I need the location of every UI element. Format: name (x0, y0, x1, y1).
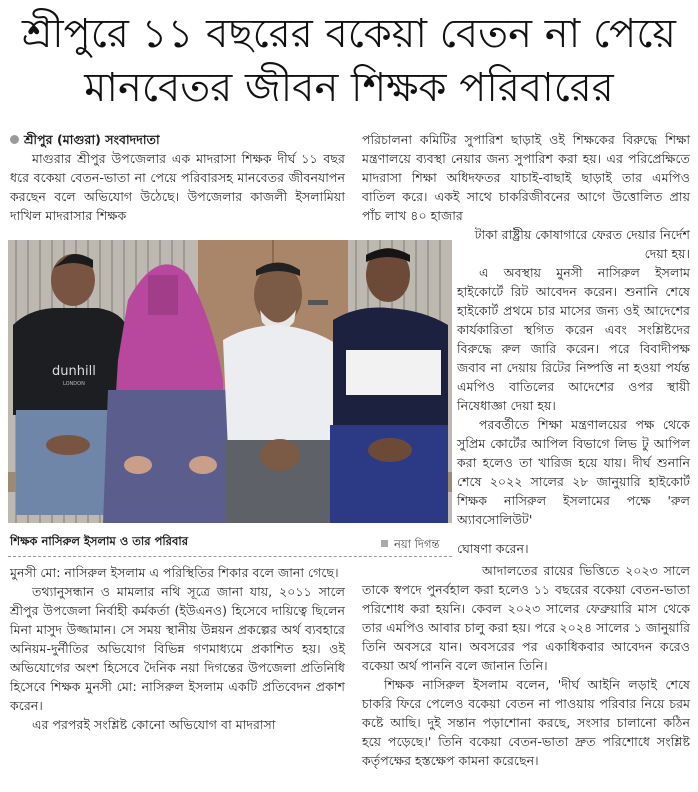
byline (10, 130, 345, 149)
paragraph: পরবর্তীতে শিক্ষা মন্ত্রণালয়ের পক্ষ থেকে সুপ্রিম কোর্টের আপিল বিভাগে লিভ টু আপিল করা হলেও তা খারিজ হয়ে যায়। দীর্ঘ শুনানি শেষে ২০২২ সালের ২৮ জানুয়ারি হাইকোর্ট শিক্ষক নাসিরুল ইসলামের পক্ষে 'রুল অ্যাবসোলিউট' (457, 417, 690, 527)
divider-line (8, 556, 452, 557)
article-column-right-top (362, 130, 690, 225)
square-bullet-icon (381, 540, 388, 547)
svg-text:dunhill: dunhill (52, 364, 96, 379)
photo-caption: শিক্ষক নাসিরুল ইসলাম ও তার পরিবার (10, 534, 189, 548)
paragraph: শিক্ষক নাসিরুল ইসলাম বলেন, 'দীর্ঘ আইনি লড়াই শেষে চাকরি ফিরে পেলেও বকেয়া বেতন না পাওয়ায় পরিবার নিয়ে চরম কষ্টে আছি। দুই সন্তান পড়াশোনা করছে, সংসার চালানো কঠিন হয়ে পড়েছে।' তিনি বকেয়া বেতন-ভাতা দ্রুত পরিশোধে সংশ্লিষ্ট কর্তৃপক্ষের হস্তক্ষেপ কামনা করেছেন। (362, 677, 690, 768)
article-column-right-bottom (362, 561, 690, 770)
paragraph: মাগুরার শ্রীপুর উপজেলার এক মাদরাসা শিক্ষক দীর্ঘ ১১ বছর ধরে বকেয়া বেতন-ভাতা না পেয়ে পরিবারসহ মানবেতর জীবনযাপন করছেন বলে অভিযোগ উঠেছে। উপজেলার কাজলী ইসলামিয়া দাখিল মাদরাসার শিক্ষক (10, 151, 345, 223)
paragraph: এর পরপরই সংশ্লিষ্ট কোনো অভিযোগ বা মাদরাসা (32, 717, 276, 732)
photo-credit (381, 536, 439, 555)
paragraph: টাকা রাষ্ট্রীয় কোষাগারে ফেরত দেয়ার নির্দেশ দেয়া হয়। (474, 227, 690, 261)
photo-credit-text: নয়া দিগন্ত (394, 537, 440, 551)
family-photo (8, 240, 452, 523)
headline-line-1: শ্রীপুরে ১১ বছরের বকেয়া বেতন না পেয়ে (22, 11, 676, 57)
bullet-icon (10, 135, 19, 144)
svg-text:LONDON: LONDON (63, 381, 85, 387)
paragraph-tail: ঘোষণা করেন। (457, 541, 529, 556)
paragraph: তথ্যানুসন্ধান ও মামলার নথি সূত্রে জানা যায়, ২০১১ সালে শ্রীপুর উপজেলা নির্বাহী কর্মকর্তা (ইউএনও) হিসেবে দায়িত্বে ছিলেন মিনা মাসুদ উজ্জামান। সে সময় স্থানীয় উন্নয়ন প্রকল্পের অর্থ ব্যবহারে অনিয়ম-দুর্নীতির অভিযোগ বিভিন্ন গণমাধ্যমে প্রকাশিত হয়। ওই অভিযোগের অংশ হিসেবে দৈনিক নয়া দিগন্তের উপজেলা প্রতিনিধি হিসেবে শিক্ষক মুনসী মো: নাসিরুল ইসলাম একটি প্রতিবেদন প্রকাশ করেন। (10, 584, 345, 713)
paragraph: মুনসী মো: নাসিরুল ইসলাম এ পরিস্থিতির শিকার বলে জানা গেছে। (10, 565, 339, 580)
byline-text: শ্রীপুর (মাগুরা) সংবাদদাতা (24, 132, 160, 147)
photo-illustration (8, 240, 452, 523)
paragraph: আদালতের রায়ের ভিত্তিতে ২০২৩ সালে তাকে স্বপদে পুনর্বহাল করা হলেও ১১ বছরের বকেয়া বেতন-ভাতা পরিশোধ করা হয়নি। কেবল ২০২৩ সালের ফেব্রুয়ারি মাস থেকে তার এমপিও আবার চালু করা হয়। পরে ২০২৪ সালের ১ জানুয়ারি তিনি অবসরে যান। অবসরের পর একাধিকবার আবেদন করেও বকেয়া অর্থ পাননি বলে জানান তিনি। (362, 563, 690, 673)
headline-line-2: মানবেতর জীবন শিক্ষক পরিবারের (84, 65, 614, 111)
paragraph: পরিচালনা কমিটির সুপারিশ ছাড়াই ওই শিক্ষকের বিরুদ্ধে শিক্ষা মন্ত্রণালয়ে ব্যবস্থা নেয়ার জন্য সুপারিশ করা হয়। এর পরিপ্রেক্ষিতে মাদরাসা শিক্ষা অধিদফতর যাচাই-বাছাই ছাড়াই তার এমপিও বাতিল করে। একই সাথে চাকরিজীবনের আগে উত্তোলিত প্রায় পাঁচ লাখ ৪০ হাজার (362, 132, 690, 223)
paragraph: এ অবস্থায় মুনসী নাসিরুল ইসলাম হাইকোর্টে রিট আবেদন করেন। শুনানি শেষে হাইকোর্ট প্রথমে চার মাসের জন্য ওই আদেশের কার্যকারিতা স্থগিত করেন এবং সংশ্লিষ্টদের বিরুদ্ধে রুল জারি করেন। পরে বিবাদীপক্ষ জবাব না দেয়ায় রিটের নিষ্পত্তি না হওয়া পর্যন্ত এমপিও বাতিলের আদেশের ওপর স্থায়ী নিষেধাজ্ঞা দেয়া হয়। (457, 265, 690, 413)
article-column-left-bottom (10, 563, 345, 734)
article-column-right-mid (457, 225, 690, 529)
article-column-left-top (10, 130, 345, 225)
